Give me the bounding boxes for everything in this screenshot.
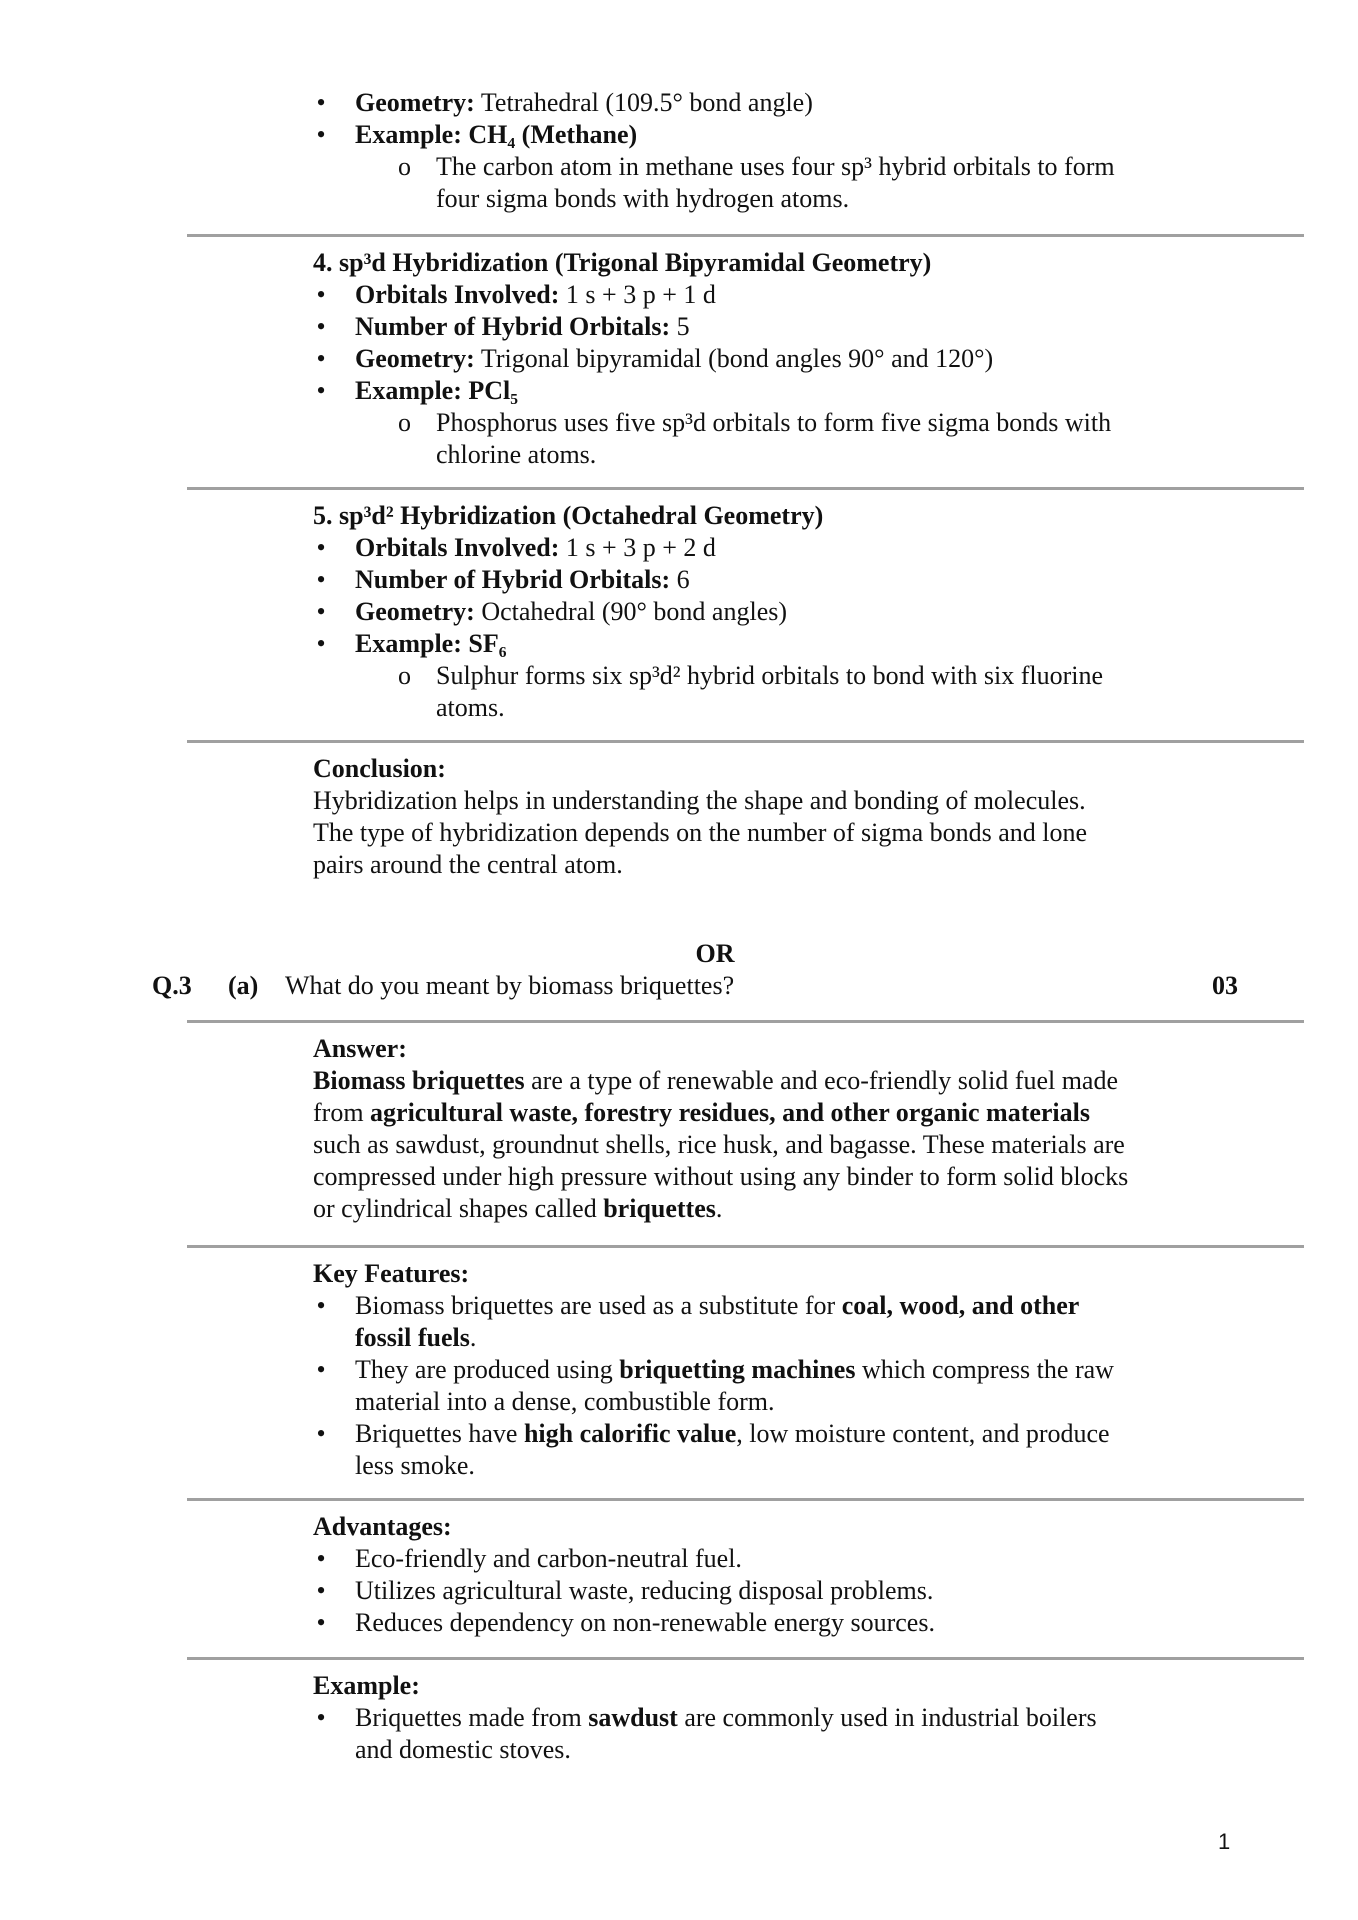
paragraph-line: The type of hybridization depends on the number of sigma bonds and lone [313, 818, 1088, 847]
divider [187, 1020, 1304, 1023]
divider [187, 1657, 1304, 1660]
list-item: • Example: CH₄ (Methane) [316, 120, 638, 149]
sub-list-item: o Sulphur forms six sp³d² hybrid orbitals to bond with six fluorine [398, 661, 1104, 690]
advantages-section [313, 1511, 1193, 1639]
sp3d-section [313, 247, 1193, 471]
section-heading: Example: [313, 1671, 420, 1700]
list-item: • Geometry: Trigonal bipyramidal (bond angles 90° and 120°) [316, 344, 994, 373]
paragraph-line: pairs around the central atom. [313, 850, 623, 879]
list-item: • Geometry: Tetrahedral (109.5° bond angle) [316, 88, 813, 117]
list-item: • Number of Hybrid Orbitals: 5 [316, 312, 690, 341]
list-item: • Orbitals Involved: 1 s + 3 p + 1 d [316, 280, 716, 309]
sub-list-item: chlorine atoms. [436, 440, 597, 469]
list-item: • Number of Hybrid Orbitals: 6 [316, 565, 690, 594]
sub-list-item: o The carbon atom in methane uses four sp³ hybrid orbitals to form [398, 152, 1115, 181]
or-separator: OR [695, 939, 735, 968]
paragraph-line: from agricultural waste, forestry residues, and other organic materials [313, 1098, 1090, 1127]
question-marks: 03 [1212, 971, 1238, 1000]
list-item: • Example: PCl₅ [316, 376, 519, 405]
key-features-section [313, 1258, 1193, 1482]
list-item: • Biomass briquettes are used as a substitute for coal, wood, and other fossil fuels. [316, 1291, 1080, 1352]
paragraph-line: such as sawdust, groundnut shells, rice husk, and bagasse. These materials are [313, 1130, 1125, 1159]
sp3-continuation [313, 87, 1193, 215]
sub-list-item: four sigma bonds with hydrogen atoms. [436, 184, 850, 213]
conclusion-section [313, 753, 1193, 881]
page-number: 1 [1218, 1829, 1231, 1854]
question-part: (a) [228, 971, 259, 1000]
list-item: • Eco-friendly and carbon-neutral fuel. [316, 1544, 742, 1573]
list-item: • Briquettes made from sawdust are commonly used in industrial boilers and domestic stoves. [316, 1703, 1097, 1764]
section-heading: Advantages: [313, 1512, 452, 1541]
list-item: • Geometry: Octahedral (90° bond angles) [316, 597, 788, 626]
divider [187, 234, 1304, 237]
list-item: • They are produced using briquetting machines which compress the raw material into a dense, combustible form. [316, 1355, 1114, 1416]
divider [187, 487, 1304, 490]
example-section [313, 1670, 1193, 1766]
question-number: Q.3 [152, 971, 192, 1000]
paragraph-line: or cylindrical shapes called briquettes. [313, 1194, 723, 1223]
list-item: • Briquettes have high calorific value, low moisture content, and produce less smoke. [316, 1419, 1110, 1480]
sub-list-item: atoms. [436, 693, 505, 722]
question-text: What do you meant by biomass briquettes? [285, 971, 735, 1000]
divider [187, 740, 1304, 743]
answer-section [313, 1033, 1193, 1225]
section-heading: Answer: [313, 1034, 407, 1063]
sub-list-item: o Phosphorus uses five sp³d orbitals to form five sigma bonds with [398, 408, 1112, 437]
list-item: • Reduces dependency on non-renewable energy sources. [316, 1608, 935, 1637]
paragraph-line: Biomass briquettes are a type of renewable and eco-friendly solid fuel made [313, 1066, 1119, 1095]
section-heading: Conclusion: [313, 754, 446, 783]
list-item: • Orbitals Involved: 1 s + 3 p + 2 d [316, 533, 716, 562]
section-heading: Key Features: [313, 1259, 470, 1288]
section-heading: 5. sp³d² Hybridization (Octahedral Geometry) [313, 501, 824, 530]
list-item: • Example: SF₆ [316, 629, 507, 658]
divider [187, 1245, 1304, 1248]
paragraph-line: Hybridization helps in understanding the shape and bonding of molecules. [313, 786, 1086, 815]
section-heading: 4. sp³d Hybridization (Trigonal Bipyramidal Geometry) [313, 248, 932, 277]
list-item: • Utilizes agricultural waste, reducing disposal problems. [316, 1576, 934, 1605]
paragraph-line: compressed under high pressure without using any binder to form solid blocks [313, 1162, 1129, 1191]
divider [187, 1498, 1304, 1501]
sp3d2-section [313, 500, 1193, 724]
